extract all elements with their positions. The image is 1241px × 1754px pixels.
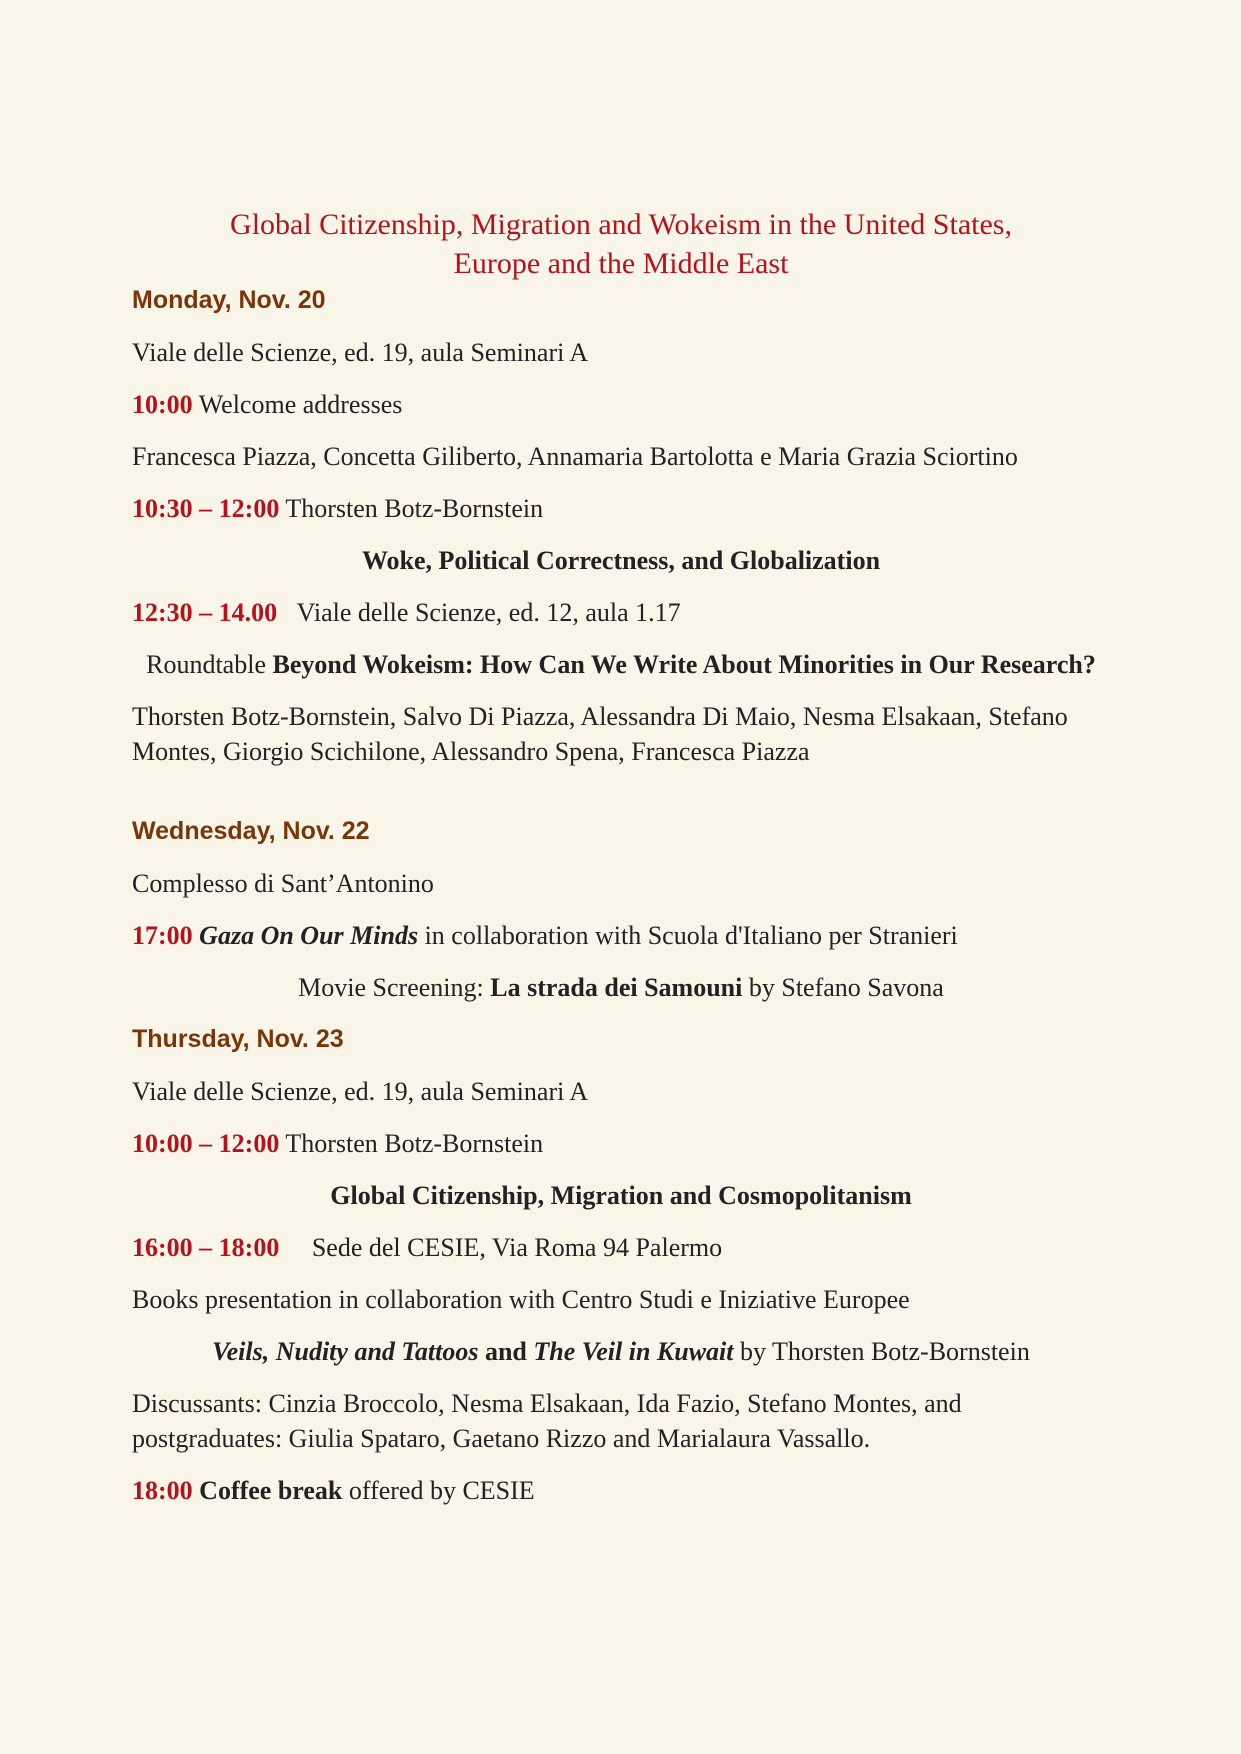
roundtable-venue: Viale delle Scienze, ed. 12, aula 1.17 [296,598,681,627]
day-heading-monday: Monday, Nov. 20 [132,286,326,314]
welcome-text: Welcome addresses [198,390,403,419]
book-title-1: Veils, Nudity and Tattoos [212,1337,479,1366]
section-spacer [132,786,1110,814]
day-heading-thursday: Thursday, Nov. 23 [132,1025,344,1053]
wednesday-event-title: Gaza On Our Minds [199,921,419,950]
books-and: and [484,1337,527,1366]
monday-talk [132,491,1110,526]
program-page [132,205,1110,1525]
coffee-break [132,1473,1110,1508]
thursday-talk-time: 10:00 – 12:00 [132,1129,280,1158]
screening-label: Movie Screening: [298,973,484,1002]
monday-welcome [132,387,1110,422]
screening-by: by Stefano Savona [748,973,944,1002]
roundtable-time: 12:30 – 14.00 [132,598,278,627]
books-time-venue [132,1230,1110,1265]
roundtable-label: Roundtable [146,650,266,679]
monday-talk-time: 10:30 – 12:00 [132,494,280,523]
books-venue: Sede del CESIE, Via Roma 94 Palermo [311,1233,723,1262]
thursday-talk-title: Global Citizenship, Migration and Cosmopolitanism [330,1181,912,1210]
monday-talk-speaker: Thorsten Botz-Bornstein [285,494,544,523]
wednesday-event [132,918,1110,953]
books-presentation: Books presentation in collaboration with Centro Studi e Iniziative Europee [132,1285,910,1314]
books-time: 16:00 – 18:00 [132,1233,280,1262]
monday-venue: Viale delle Scienze, ed. 19, aula Seminari A [132,338,589,367]
screening-title: La strada dei Samouni [490,973,743,1002]
coffee-label: Coffee break [199,1476,343,1505]
wednesday-venue: Complesso di Sant’Antonino [132,869,434,898]
discussants: Discussants: Cinzia Broccolo, Nesma Elsakaan, Ida Fazio, Stefano Montes, and postgraduates: Giulia Spataro, Gaetano Rizzo and Marialaura Vassallo. [132,1389,962,1453]
books-author: by Thorsten Botz-Bornstein [740,1337,1030,1366]
roundtable-heading [132,647,1110,682]
books-titles [132,1334,1110,1369]
wednesday-event-time: 17:00 [132,921,193,950]
welcome-time: 10:00 [132,390,193,419]
title-line-2: Europe and the Middle East [453,247,789,280]
thursday-talk [132,1126,1110,1161]
book-title-2: The Veil in Kuwait [533,1337,734,1366]
movie-screening [132,970,1110,1005]
monday-talk-title: Woke, Political Correctness, and Globalization [361,546,881,575]
program-title [132,205,1110,283]
wednesday-event-text: in collaboration with Scuola d'Italiano per Stranieri [424,921,958,950]
coffee-text: offered by CESIE [348,1476,535,1505]
thursday-venue: Viale delle Scienze, ed. 19, aula Seminari A [132,1077,589,1106]
welcome-speakers: Francesca Piazza, Concetta Giliberto, Annamaria Bartolotta e Maria Grazia Sciortino [132,442,1018,471]
roundtable-participants: Thorsten Botz-Bornstein, Salvo Di Piazza, Alessandra Di Maio, Nesma Elsakaan, Stefano Montes, Giorgio Scichilone, Alessandro Spena, Francesca Piazza [132,702,1068,766]
roundtable-time-venue [132,595,1110,630]
roundtable-title: Beyond Wokeism: How Can We Write About Minorities in Our Research? [272,650,1096,679]
day-heading-wednesday: Wednesday, Nov. 22 [132,817,370,845]
coffee-time: 18:00 [132,1476,193,1505]
thursday-talk-speaker: Thorsten Botz-Bornstein [285,1129,544,1158]
title-line-1: Global Citizenship, Migration and Wokeism in the United States, [230,208,1012,241]
